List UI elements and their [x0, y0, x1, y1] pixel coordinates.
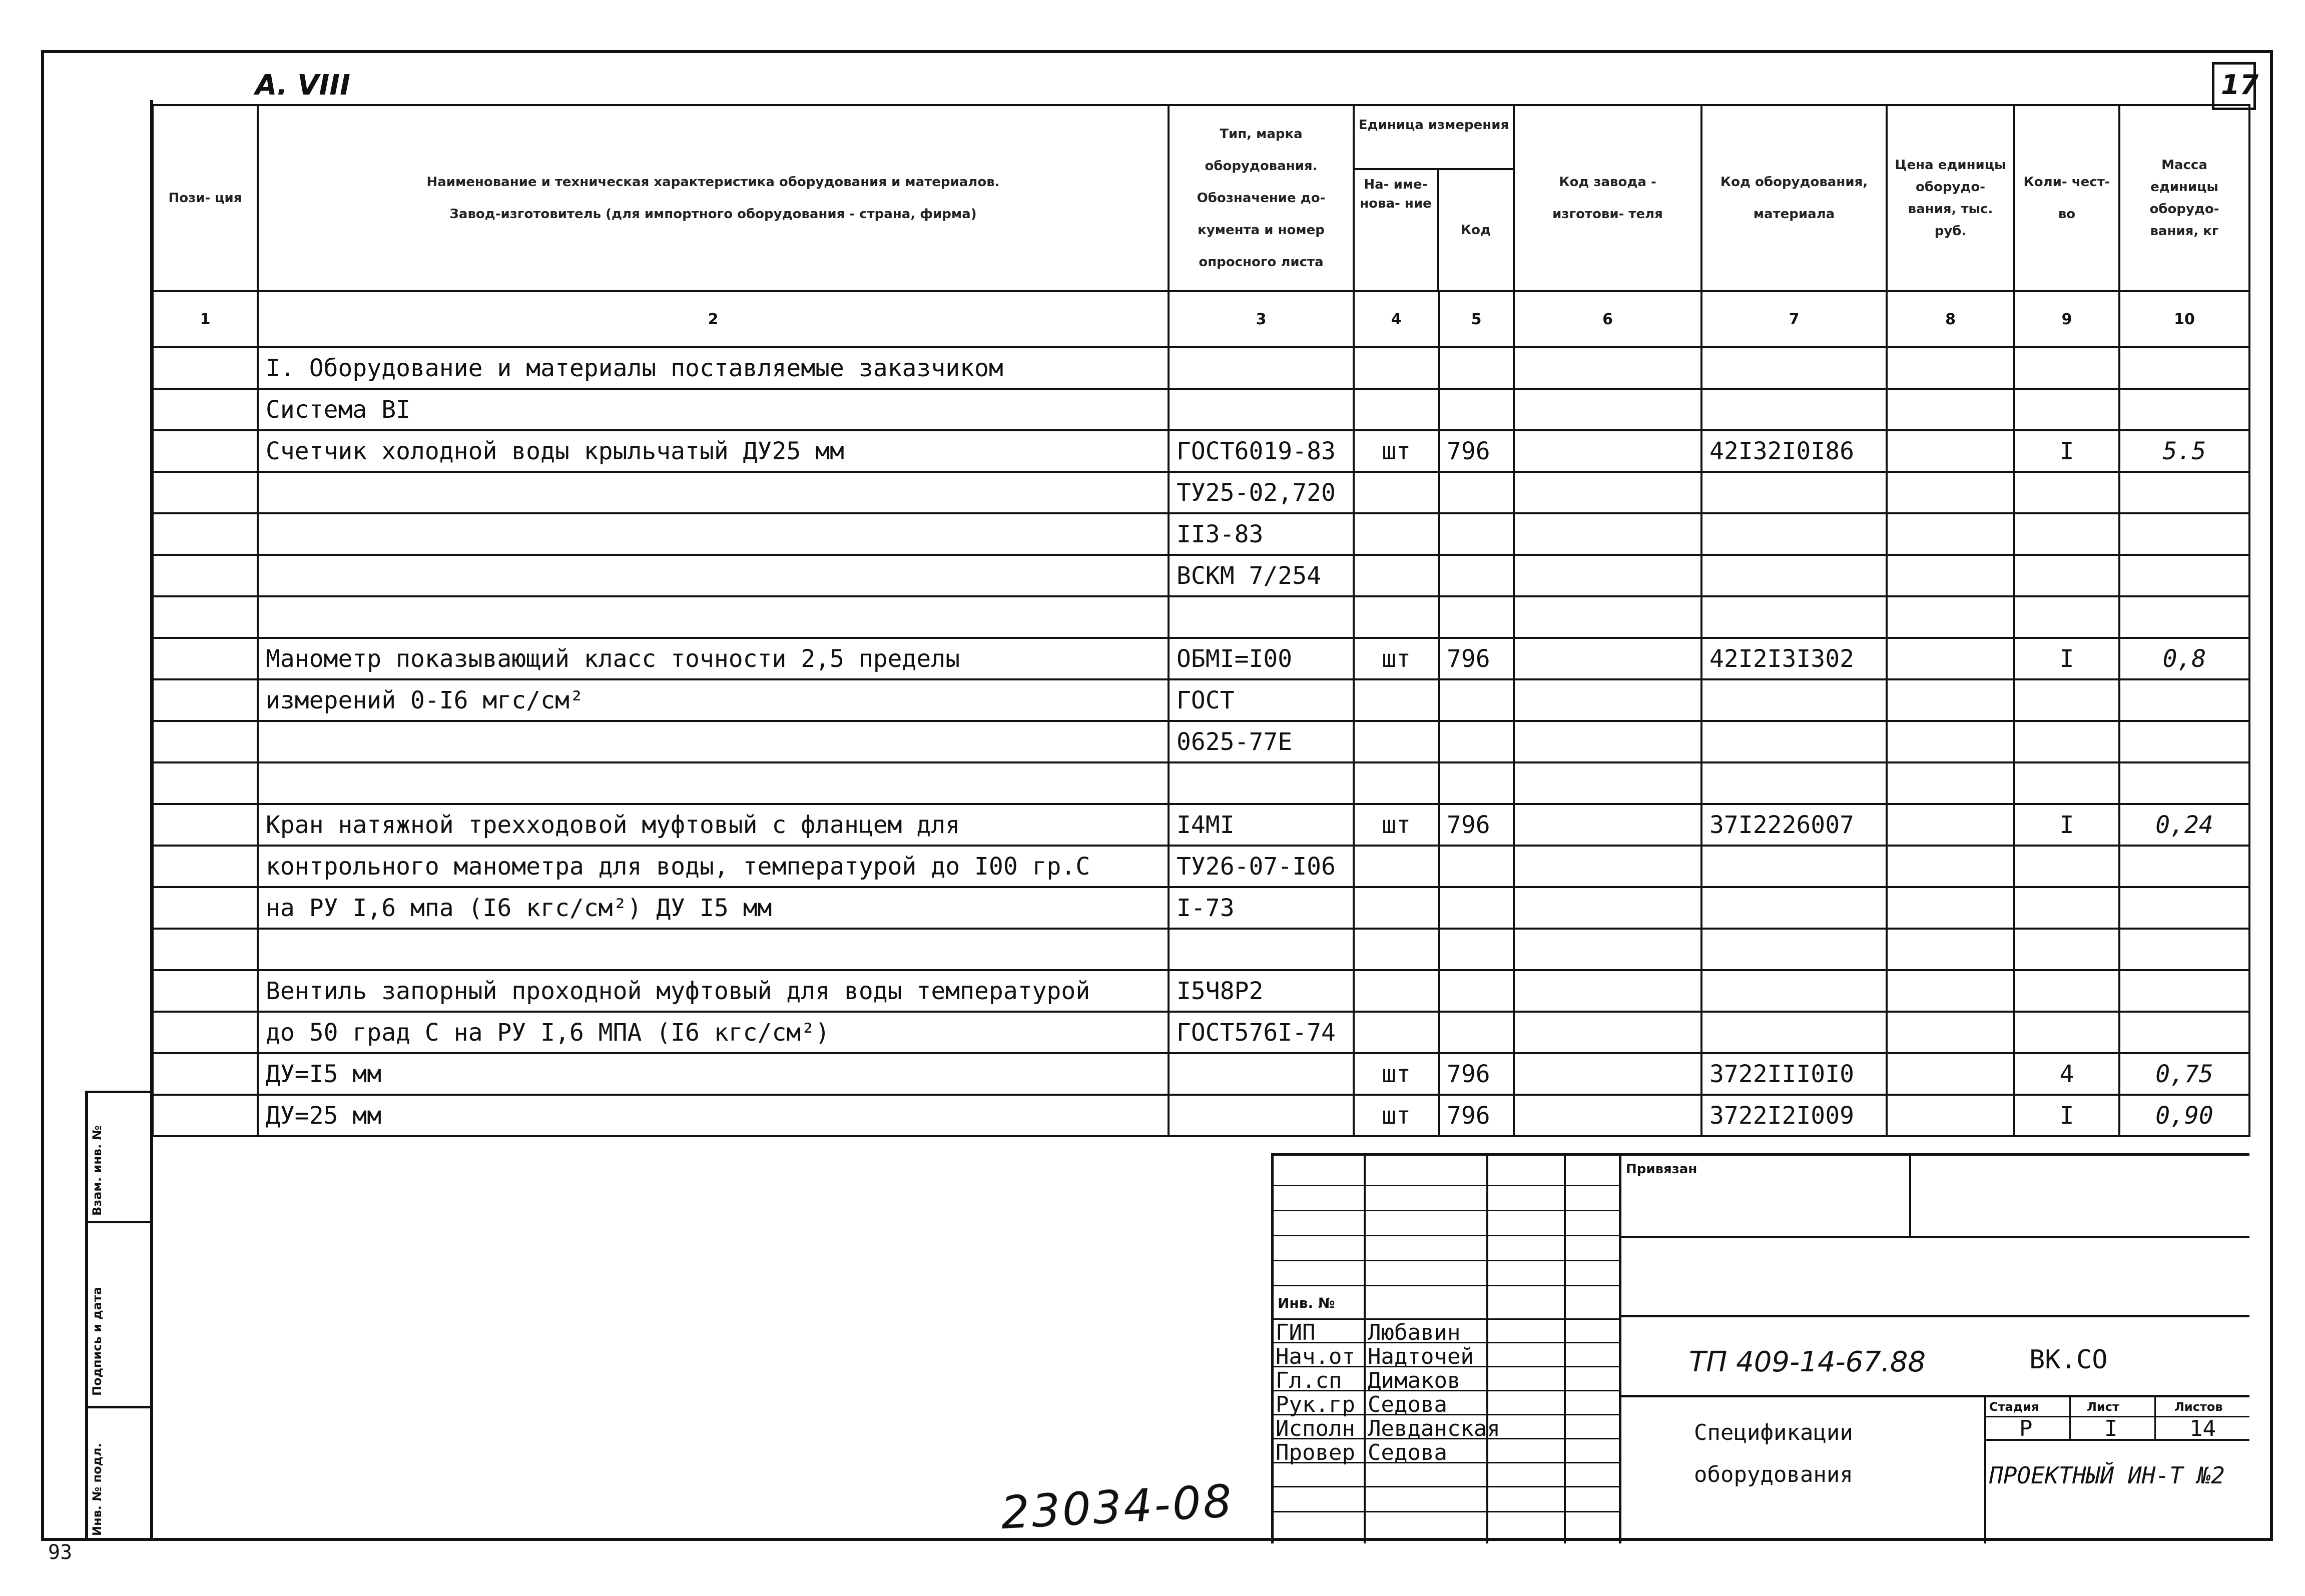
cell-mass — [2119, 513, 2249, 555]
cell-pos — [153, 1095, 258, 1136]
cell-qty: I — [2014, 1095, 2119, 1136]
column-numbers — [153, 291, 2249, 347]
cell-mass — [2119, 762, 2249, 804]
cell-qty — [2014, 472, 2119, 513]
cell-plant — [1514, 1095, 1701, 1136]
cell-unit-code — [1439, 555, 1514, 596]
cell-pos — [153, 1012, 258, 1053]
cell-plant — [1514, 1053, 1701, 1095]
cell-unit — [1354, 679, 1439, 721]
table-row — [153, 970, 2249, 1012]
cell-pos — [153, 762, 258, 804]
cell-name: ДУ=25 мм — [258, 1095, 1169, 1136]
cell-name: I. Оборудование и материалы поставляемые заказчиком — [258, 347, 1169, 389]
cell-price — [1887, 555, 2014, 596]
cell-type — [1169, 929, 1354, 970]
cell-pos — [153, 1053, 258, 1095]
cell-unit-code — [1439, 513, 1514, 555]
cell-price — [1887, 762, 2014, 804]
side-label-replaced-inv: Взам. инв. № — [90, 1125, 104, 1216]
side-divider — [85, 1091, 88, 1541]
cell-qty: I — [2014, 804, 2119, 846]
cell-code — [1701, 513, 1887, 555]
cell-plant — [1514, 721, 1701, 762]
cell-pos — [153, 430, 258, 472]
cell-mass — [2119, 970, 2249, 1012]
cell-mass: 0,24 — [2119, 804, 2249, 846]
column-number: 10 — [2119, 291, 2249, 347]
header-mass: Масса единицы оборудо- вания, кг — [2119, 105, 2249, 291]
cell-unit — [1354, 762, 1439, 804]
grid-line — [2069, 1395, 2071, 1441]
cell-type: I5Ч8Р2 — [1169, 970, 1354, 1012]
cell-price — [1887, 721, 2014, 762]
cell-name: на РУ I,6 мпа (I6 кгс/см²) ДУ I5 мм — [258, 887, 1169, 929]
cell-qty — [2014, 513, 2119, 555]
cell-unit: шт — [1354, 804, 1439, 846]
role-title: Нач.от — [1276, 1344, 1355, 1369]
cell-unit — [1354, 347, 1439, 389]
table-row — [153, 1095, 2249, 1136]
table-row — [153, 1053, 2249, 1095]
header-price: Цена единицы оборудо- вания, тыс. руб. — [1887, 105, 2014, 291]
header-plant-code: Код завода - изготови- теля — [1514, 105, 1701, 291]
cell-name: ДУ=I5 мм — [258, 1053, 1169, 1095]
cell-type: ОБМI=I00 — [1169, 638, 1354, 679]
role-name: Седова — [1368, 1392, 1447, 1417]
cell-unit — [1354, 846, 1439, 887]
inv-label: Инв. № — [1278, 1295, 1335, 1311]
cell-mass: 0,8 — [2119, 638, 2249, 679]
cell-plant — [1514, 762, 1701, 804]
cell-name — [258, 762, 1169, 804]
cell-qty — [2014, 721, 2119, 762]
cell-unit: шт — [1354, 638, 1439, 679]
cell-unit — [1354, 1012, 1439, 1053]
cell-unit-code: 796 — [1439, 638, 1514, 679]
column-number: 1 — [153, 291, 258, 347]
cell-type: ГОСТ — [1169, 679, 1354, 721]
cell-unit — [1354, 929, 1439, 970]
corner-label: А. VIII — [255, 69, 350, 102]
column-number: 3 — [1169, 291, 1354, 347]
column-number: 4 — [1354, 291, 1439, 347]
cell-pos — [153, 887, 258, 929]
cell-type: ГОСТ576I-74 — [1169, 1012, 1354, 1053]
cell-name: Счетчик холодной воды крыльчатый ДУ25 мм — [258, 430, 1169, 472]
cell-name: Кран натяжной трехходовой муфтовый с фланцем для — [258, 804, 1169, 846]
cell-type — [1169, 1095, 1354, 1136]
cell-unit-code — [1439, 929, 1514, 970]
sheets-value: 14 — [2189, 1416, 2216, 1441]
grid-line — [1274, 1260, 1619, 1261]
side-divider — [85, 1091, 153, 1093]
header-name-line1: Наименование и техническая характеристика оборудования и материалов. — [426, 175, 1000, 190]
cell-plant — [1514, 970, 1701, 1012]
cell-price — [1887, 638, 2014, 679]
cell-unit-code: 796 — [1439, 430, 1514, 472]
stage-label: Стадия — [1989, 1400, 2039, 1414]
cell-code: 42I32I0I86 — [1701, 430, 1887, 472]
cell-price — [1887, 887, 2014, 929]
cell-mass — [2119, 596, 2249, 638]
cell-unit-code — [1439, 472, 1514, 513]
cell-plant — [1514, 846, 1701, 887]
doc-title-line2: оборудования — [1694, 1462, 1853, 1487]
cell-code — [1701, 347, 1887, 389]
role-title: Исполн — [1276, 1416, 1355, 1441]
sheet-label: Лист — [2087, 1400, 2119, 1414]
cell-code — [1701, 472, 1887, 513]
header-name — [258, 105, 1169, 291]
cell-code — [1701, 887, 1887, 929]
cell-type — [1169, 347, 1354, 389]
cell-pos — [153, 472, 258, 513]
cell-type — [1169, 1053, 1354, 1095]
cell-qty — [2014, 679, 2119, 721]
grid-line — [1619, 1315, 2249, 1317]
grid-line — [1274, 1235, 1619, 1236]
cell-unit-code — [1439, 1012, 1514, 1053]
cell-type: 0625-77Е — [1169, 721, 1354, 762]
cell-unit — [1354, 596, 1439, 638]
cell-qty — [2014, 970, 2119, 1012]
cell-unit — [1354, 970, 1439, 1012]
cell-unit-code — [1439, 596, 1514, 638]
cell-price — [1887, 430, 2014, 472]
cell-type: I-73 — [1169, 887, 1354, 929]
cell-pos — [153, 513, 258, 555]
cell-pos — [153, 804, 258, 846]
role-title: Гл.сп — [1276, 1368, 1342, 1393]
header-type: Тип, марка оборудования. Обозначение до- кумента и номер опросного листа — [1169, 105, 1354, 291]
cell-code — [1701, 762, 1887, 804]
cell-pos — [153, 970, 258, 1012]
cell-price — [1887, 929, 2014, 970]
cell-pos — [153, 929, 258, 970]
cell-plant — [1514, 638, 1701, 679]
margin-code: 93 — [48, 1541, 73, 1564]
table-row — [153, 638, 2249, 679]
cell-qty: 4 — [2014, 1053, 2119, 1095]
role-title: Провер — [1276, 1440, 1355, 1465]
cell-qty — [2014, 347, 2119, 389]
cell-qty — [2014, 1012, 2119, 1053]
doc-title-line1: Спецификации — [1694, 1420, 1853, 1445]
cell-unit — [1354, 887, 1439, 929]
cell-code: 37I2226007 — [1701, 804, 1887, 846]
column-number: 9 — [2014, 291, 2119, 347]
sheets-label: Листов — [2174, 1400, 2223, 1414]
grid-line — [1274, 1511, 1619, 1512]
cell-unit — [1354, 389, 1439, 430]
cell-plant — [1514, 679, 1701, 721]
table-row — [153, 347, 2249, 389]
cell-name — [258, 929, 1169, 970]
cell-qty — [2014, 389, 2119, 430]
column-number: 7 — [1701, 291, 1887, 347]
cell-plant — [1514, 513, 1701, 555]
table-row — [153, 804, 2249, 846]
role-name: Седова — [1368, 1440, 1447, 1465]
table-row — [153, 679, 2249, 721]
cell-code — [1701, 679, 1887, 721]
cell-name: Система BI — [258, 389, 1169, 430]
cell-unit — [1354, 513, 1439, 555]
cell-plant — [1514, 596, 1701, 638]
cell-price — [1887, 596, 2014, 638]
table-row — [153, 513, 2249, 555]
cell-price — [1887, 970, 2014, 1012]
cell-plant — [1514, 347, 1701, 389]
cell-qty — [2014, 596, 2119, 638]
cell-mass — [2119, 472, 2249, 513]
cell-pos — [153, 846, 258, 887]
cell-pos — [153, 638, 258, 679]
cell-code: 3722III0I0 — [1701, 1053, 1887, 1095]
cell-qty — [2014, 887, 2119, 929]
cell-unit-code — [1439, 762, 1514, 804]
cell-unit-code — [1439, 887, 1514, 929]
cell-name — [258, 721, 1169, 762]
cell-price — [1887, 679, 2014, 721]
cell-qty: I — [2014, 638, 2119, 679]
cell-code — [1701, 1012, 1887, 1053]
grid-line — [1274, 1285, 1619, 1286]
side-label-sign-date: Подпись и дата — [90, 1287, 104, 1396]
grid-line — [1619, 1156, 1621, 1543]
grid-line — [1274, 1185, 1619, 1186]
cell-plant — [1514, 929, 1701, 970]
cell-name: контрольного манометра для воды, температурой до I00 гр.С — [258, 846, 1169, 887]
grid-line — [1274, 1210, 1619, 1211]
header-unit-name: На- име- нова- ние — [1355, 170, 1439, 290]
table-row — [153, 929, 2249, 970]
table-row — [153, 1012, 2249, 1053]
table-row — [153, 846, 2249, 887]
stage-value: Р — [2019, 1416, 2033, 1441]
header-unit-code: Код — [1460, 223, 1491, 238]
cell-qty: I — [2014, 430, 2119, 472]
cell-mass: 5.5 — [2119, 430, 2249, 472]
role-name: Димаков — [1368, 1368, 1461, 1393]
role-name: Левданская — [1368, 1416, 1500, 1441]
cell-price — [1887, 846, 2014, 887]
cell-mass: 0,75 — [2119, 1053, 2249, 1095]
table-row — [153, 472, 2249, 513]
cell-type: I4MI — [1169, 804, 1354, 846]
sheet-code: ВК.СО — [2029, 1345, 2108, 1375]
column-number: 5 — [1439, 291, 1514, 347]
cell-mass — [2119, 679, 2249, 721]
cell-mass — [2119, 887, 2249, 929]
cell-unit-code: 796 — [1439, 804, 1514, 846]
cell-plant — [1514, 887, 1701, 929]
role-title: Рук.гр — [1276, 1392, 1355, 1417]
cell-unit-code — [1439, 970, 1514, 1012]
column-number: 8 — [1887, 291, 2014, 347]
cell-qty — [2014, 929, 2119, 970]
table-row — [153, 762, 2249, 804]
cell-plant — [1514, 472, 1701, 513]
header-unit-group — [1354, 105, 1514, 291]
cell-unit: шт — [1354, 1053, 1439, 1095]
header-unit-title: Единица измерения — [1355, 106, 1513, 170]
side-divider — [85, 1406, 153, 1408]
grid-line — [1274, 1486, 1619, 1487]
cell-price — [1887, 804, 2014, 846]
grid-line — [1564, 1156, 1566, 1543]
table-row — [153, 555, 2249, 596]
cell-unit-code — [1439, 679, 1514, 721]
cell-type: ГОСТ6019-83 — [1169, 430, 1354, 472]
cell-code — [1701, 721, 1887, 762]
header-position: Пози- ция — [153, 105, 258, 291]
cell-price — [1887, 389, 2014, 430]
cell-name: Вентиль запорный проходной муфтовый для воды температурой — [258, 970, 1169, 1012]
cell-code — [1701, 596, 1887, 638]
cell-type: II3-83 — [1169, 513, 1354, 555]
page-number: 17 — [2221, 69, 2259, 101]
table-row — [153, 596, 2249, 638]
role-name: Любавин — [1368, 1320, 1461, 1345]
grid-line — [1619, 1236, 2249, 1238]
cell-mass: 0,90 — [2119, 1095, 2249, 1136]
project-code: ТП 409-14-67.88 — [1689, 1346, 1926, 1378]
cell-code: 3722I2I009 — [1701, 1095, 1887, 1136]
cell-unit: шт — [1354, 1095, 1439, 1136]
cell-mass — [2119, 347, 2249, 389]
cell-qty — [2014, 555, 2119, 596]
cell-type — [1169, 389, 1354, 430]
cell-plant — [1514, 389, 1701, 430]
cell-name: до 50 град С на РУ I,6 МПА (I6 кгс/см²) — [258, 1012, 1169, 1053]
cell-plant — [1514, 555, 1701, 596]
cell-name — [258, 513, 1169, 555]
cell-type: ВСКМ 7/254 — [1169, 555, 1354, 596]
cell-price — [1887, 1012, 2014, 1053]
cell-unit — [1354, 721, 1439, 762]
bound-label: Привязан — [1626, 1162, 1697, 1177]
cell-plant — [1514, 430, 1701, 472]
cell-pos — [153, 347, 258, 389]
cell-name — [258, 596, 1169, 638]
grid-line — [1909, 1156, 1911, 1236]
cell-unit: шт — [1354, 430, 1439, 472]
header-equipment-code: Код оборудования, материала — [1701, 105, 1887, 291]
cell-mass — [2119, 555, 2249, 596]
cell-unit-code — [1439, 347, 1514, 389]
inventory-number: 23034-08 — [999, 1474, 1235, 1540]
cell-pos — [153, 389, 258, 430]
cell-code: 42I2I3I302 — [1701, 638, 1887, 679]
table-row — [153, 721, 2249, 762]
cell-price — [1887, 513, 2014, 555]
column-number: 6 — [1514, 291, 1701, 347]
column-number: 2 — [258, 291, 1169, 347]
cell-unit-code: 796 — [1439, 1095, 1514, 1136]
cell-unit-code — [1439, 389, 1514, 430]
grid-line — [2154, 1395, 2156, 1441]
cell-mass — [2119, 389, 2249, 430]
title-block — [1271, 1153, 2249, 1543]
cell-code — [1701, 555, 1887, 596]
cell-type — [1169, 762, 1354, 804]
cell-name — [258, 555, 1169, 596]
grid-line — [1364, 1156, 1366, 1543]
cell-mass — [2119, 929, 2249, 970]
cell-price — [1887, 472, 2014, 513]
cell-unit-code — [1439, 846, 1514, 887]
cell-pos — [153, 596, 258, 638]
cell-code — [1701, 389, 1887, 430]
cell-mass — [2119, 721, 2249, 762]
role-title: ГИП — [1276, 1320, 1316, 1345]
header-quantity: Коли- чест- во — [2014, 105, 2119, 291]
cell-unit-code: 796 — [1439, 1053, 1514, 1095]
cell-type: ТУ25-02,720 — [1169, 472, 1354, 513]
cell-code — [1701, 929, 1887, 970]
cell-name: Манометр показывающий класс точности 2,5 пределы — [258, 638, 1169, 679]
cell-qty — [2014, 846, 2119, 887]
table-row — [153, 887, 2249, 929]
cell-unit — [1354, 555, 1439, 596]
cell-pos — [153, 555, 258, 596]
side-divider — [85, 1221, 153, 1223]
cell-name: измерений 0-I6 мгс/см² — [258, 679, 1169, 721]
table-row — [153, 430, 2249, 472]
header-name-line2: Завод-изготовитель (для импортного оборудования - страна, фирма) — [449, 207, 977, 222]
grid-line — [1486, 1156, 1488, 1543]
table-header — [153, 105, 2249, 291]
cell-plant — [1514, 1012, 1701, 1053]
cell-name — [258, 472, 1169, 513]
specification-table — [152, 104, 2250, 1137]
role-name: Надточей — [1368, 1344, 1474, 1369]
cell-type — [1169, 596, 1354, 638]
cell-plant — [1514, 804, 1701, 846]
cell-pos — [153, 679, 258, 721]
cell-price — [1887, 1095, 2014, 1136]
cell-qty — [2014, 762, 2119, 804]
cell-mass — [2119, 1012, 2249, 1053]
cell-type: ТУ26-07-I06 — [1169, 846, 1354, 887]
organization: ПРОЕКТНЫЙ ИН-Т №2 — [1989, 1462, 2225, 1489]
cell-code — [1701, 846, 1887, 887]
cell-price — [1887, 1053, 2014, 1095]
cell-unit — [1354, 472, 1439, 513]
cell-pos — [153, 721, 258, 762]
cell-unit-code — [1439, 721, 1514, 762]
cell-mass — [2119, 846, 2249, 887]
table-row — [153, 389, 2249, 430]
sheet-value: I — [2104, 1416, 2118, 1441]
cell-code — [1701, 970, 1887, 1012]
side-label-inv-orig: Инв. № подл. — [90, 1443, 104, 1536]
cell-price — [1887, 347, 2014, 389]
